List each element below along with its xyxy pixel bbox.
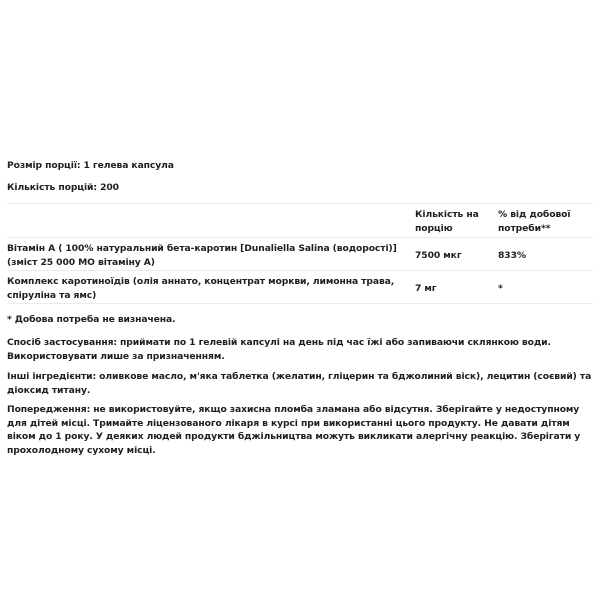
other-ingredients: Інші інгредієнти: оливкове масло, м'яка таблетка (желатин, гліцерин та бджолиний віск), лецитин (соєвий) та діоксид титану.: [7, 371, 592, 396]
servings-count: Кількість порцій: 200: [7, 182, 119, 193]
warning: Попередження: не використовуйте, якщо захисна пломба зламана або відсутня. Зберігайте у недоступному для дітей місці. Тримайте ліцензованого лікаря в курсі при використанні цього продукту. Не давати дітям віком до 1 року. У деяких людей продукти бджільництва можуть викликати алергічну реакцію. Зберігати у прохолодному сухому місці.: [7, 404, 581, 456]
ingredient-daily-value: *: [498, 283, 503, 294]
header-amount: Кількість на порцію: [415, 209, 479, 234]
footnote: * Добова потреба не визначена.: [7, 314, 176, 325]
ingredient-amount: 7 мг: [415, 283, 437, 294]
table-row: [7, 237, 593, 270]
header-daily-value: % від добової потреби**: [498, 209, 571, 234]
serving-size: Розмір порції: 1 гелева капсула: [7, 160, 174, 171]
usage-instructions: Спосіб застосування: приймати по 1 гелевій капсулі на день під час їжі або запиваючи склянкою води. Використовувати лише за призначенням.: [7, 337, 551, 362]
ingredient-name: Комплекс каротиноїдів (олія аннато, концентрат моркви, лимонна трава, спіруліна та ямс): [7, 276, 395, 301]
ingredient-amount: 7500 мкг: [415, 250, 462, 261]
table-row: [7, 270, 593, 304]
supplement-facts-table: [7, 203, 593, 304]
ingredient-name: Вітамін А ( 100% натуральний бета-каротин [Dunaliella Salina (водорості)] (зміст 25 000 МО вітаміну А): [7, 243, 397, 268]
ingredient-daily-value: 833%: [498, 250, 526, 261]
table-header-row: [7, 203, 593, 237]
